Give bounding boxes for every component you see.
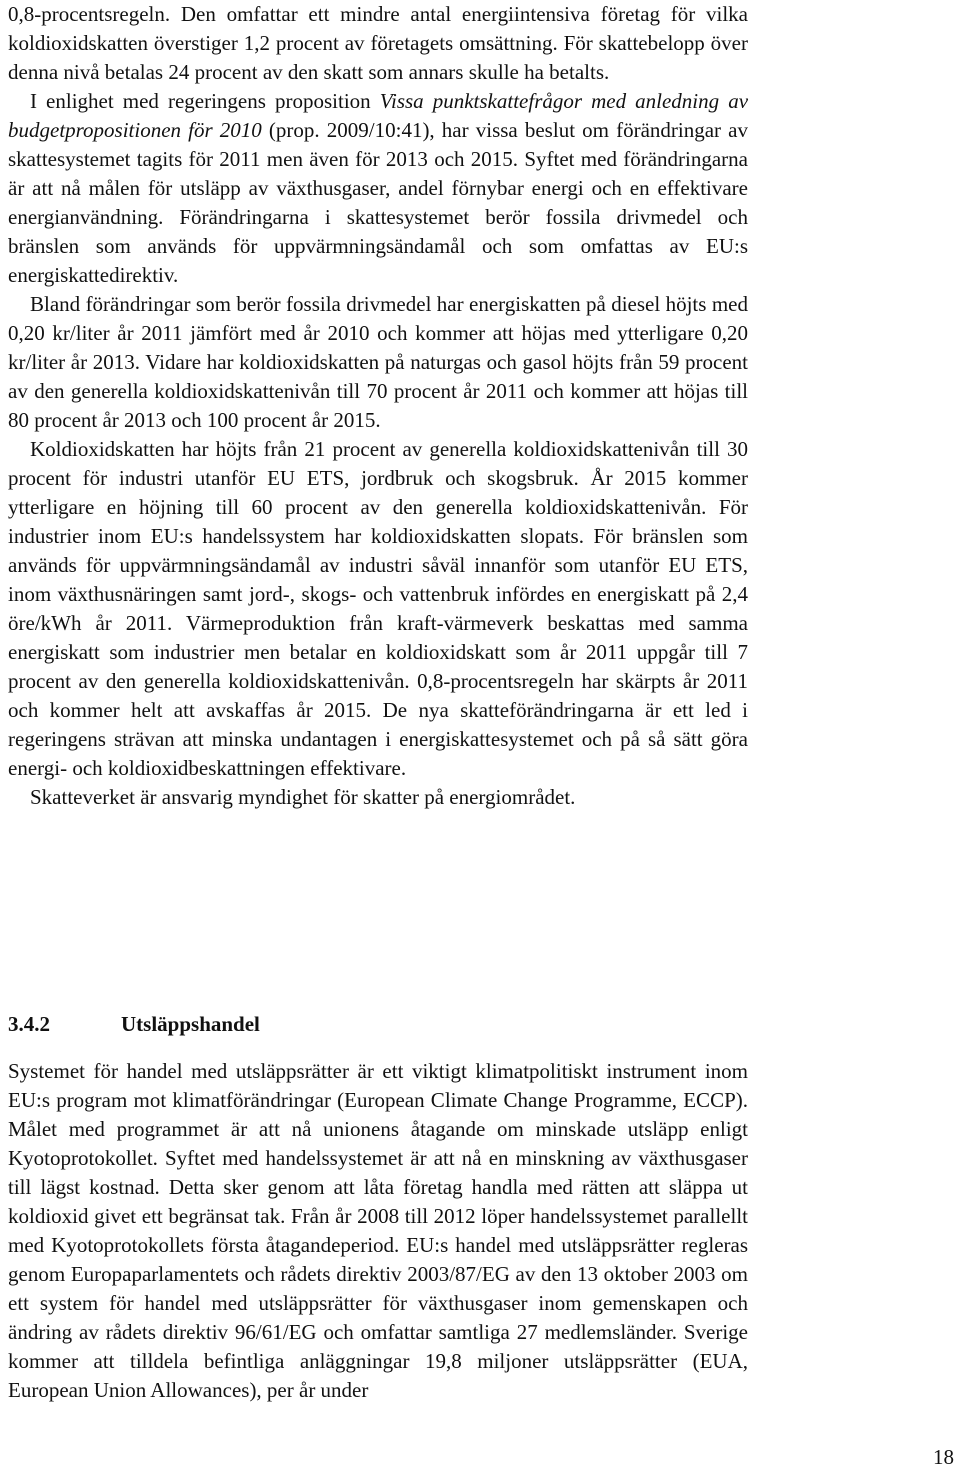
paragraph-fossila-drivmedel: Bland förändringar som berör fossila drivmedel har energiskatten på diesel höjts med 0,20 kr/liter år 2011 jämfört med år 2010 och kommer att höjas med ytterligare 0,20 kr/liter år 2013. Vidare har koldioxidskatten på naturgas och gasol höjts från 59 procent av den generella koldioxidskattenivån till 70 procent år 2011 och kommer att höjas till 80 procent år 2013 och 100 procent år 2015. — [8, 292, 748, 432]
proposition-title: Vissa punktskattefrågor med anledning av budgetpropositionen för 2010 — [8, 89, 749, 142]
paragraph-proposition — [8, 87, 748, 290]
section-title: Utsläppshandel — [121, 1012, 260, 1036]
page-number: 18 — [933, 1445, 954, 1469]
paragraph-proposition-pre: I enlighet med regeringens proposition — [30, 89, 380, 113]
paragraph-koldioxidskatten: Koldioxidskatten har höjts från 21 procent av generella koldioxidskattenivån till 30 procent för industri utanför EU ETS, jordbruk och skogsbruk. År 2015 kommer ytterligare en höjning till 60 procent av den generella koldioxidskattenivån. För industrier inom EU:s handelssystem har koldioxidskatten slopats. För bränslen som används för uppvärmningsändamål av industri såväl innanför som utanför EU ETS, inom växthusnäringen samt jord-, skogs- och vattenbruk infördes en energiskatt på 2,4 öre/kWh år 2011. Värmeproduktion från kraft-värmeverk beskattas med samma energiskatt som industrier men betalar en koldioxidskatt som år 2011 uppgår till 7 procent av den generella koldioxidskattenivån. 0,8-procentsregeln har skärpts år 2011 och kommer helt att avskaffas år 2015. De nya skatteförändringarna är ett led i regeringens strävan att minska undantagen i energiskattesystemet och på så sätt göra energi- och koldioxidbeskattningen effektivare. — [8, 437, 748, 780]
section-body — [8, 1057, 748, 1405]
paragraph-utslappshandel: Systemet för handel med utsläppsrätter är ett viktigt klimatpolitiskt instrument inom EU:s program mot klimatförändringar (European Climate Change Programme, ECCP). Målet med programmet är att nå unionens åtagande om minskade utsläpp enligt Kyotoprotokollet. Syftet med handelssystemet är att nå en minskning av växthusgaser till lägst kostnad. Detta sker genom att låta företag handla med rätten att släppa ut koldioxid givet ett begränsat tak. Från år 2008 till 2012 löper handelssystemet parallellt med Kyotoprotokollets första åtagandeperiod. EU:s handel med utsläppsrätter regleras genom Europaparlamentets och rådets direktiv 2003/87/EG av den 13 oktober 2003 om ett system för handel med utsläppsrätter för växthusgaser inom gemenskapen och ändring av rådets direktiv 96/61/EG och omfattar samtliga 27 medlemsländer. Sverige kommer att tilldela befintliga anläggningar 19,8 miljoner utsläppsrätter (EUA, European Union Allowances), per år under — [8, 1059, 748, 1402]
document-body — [8, 0, 748, 812]
section-number: 3.4.2 — [8, 1012, 50, 1036]
section-heading — [8, 1010, 748, 1039]
paragraph-skatteverket: Skatteverket är ansvarig myndighet för skatter på energiområdet. — [30, 785, 576, 809]
paragraph-0-8-procentsregeln: 0,8-procentsregeln. Den omfattar ett mindre antal energiintensiva företag för vilka koldioxidskatten överstiger 1,2 procent av företagets omsättning. För skattebelopp över denna nivå betalas 24 procent av den skatt som annars skulle ha betalts. — [8, 2, 748, 84]
paragraph-proposition-post: (prop. 2009/10:41), har vissa beslut om förändringar av skattesystemet tagits för 2011 men även för 2013 och 2015. Syftet med förändringarna är att nå målen för utsläpp av växthusgaser, andel förnybar energi och en effektivare energianvändning. Förändringarna i skattesystemet berör fossila drivmedel och bränslen som används för uppvärmningsändamål och som omfattas av EU:s energiskattedirektiv. — [8, 118, 748, 287]
